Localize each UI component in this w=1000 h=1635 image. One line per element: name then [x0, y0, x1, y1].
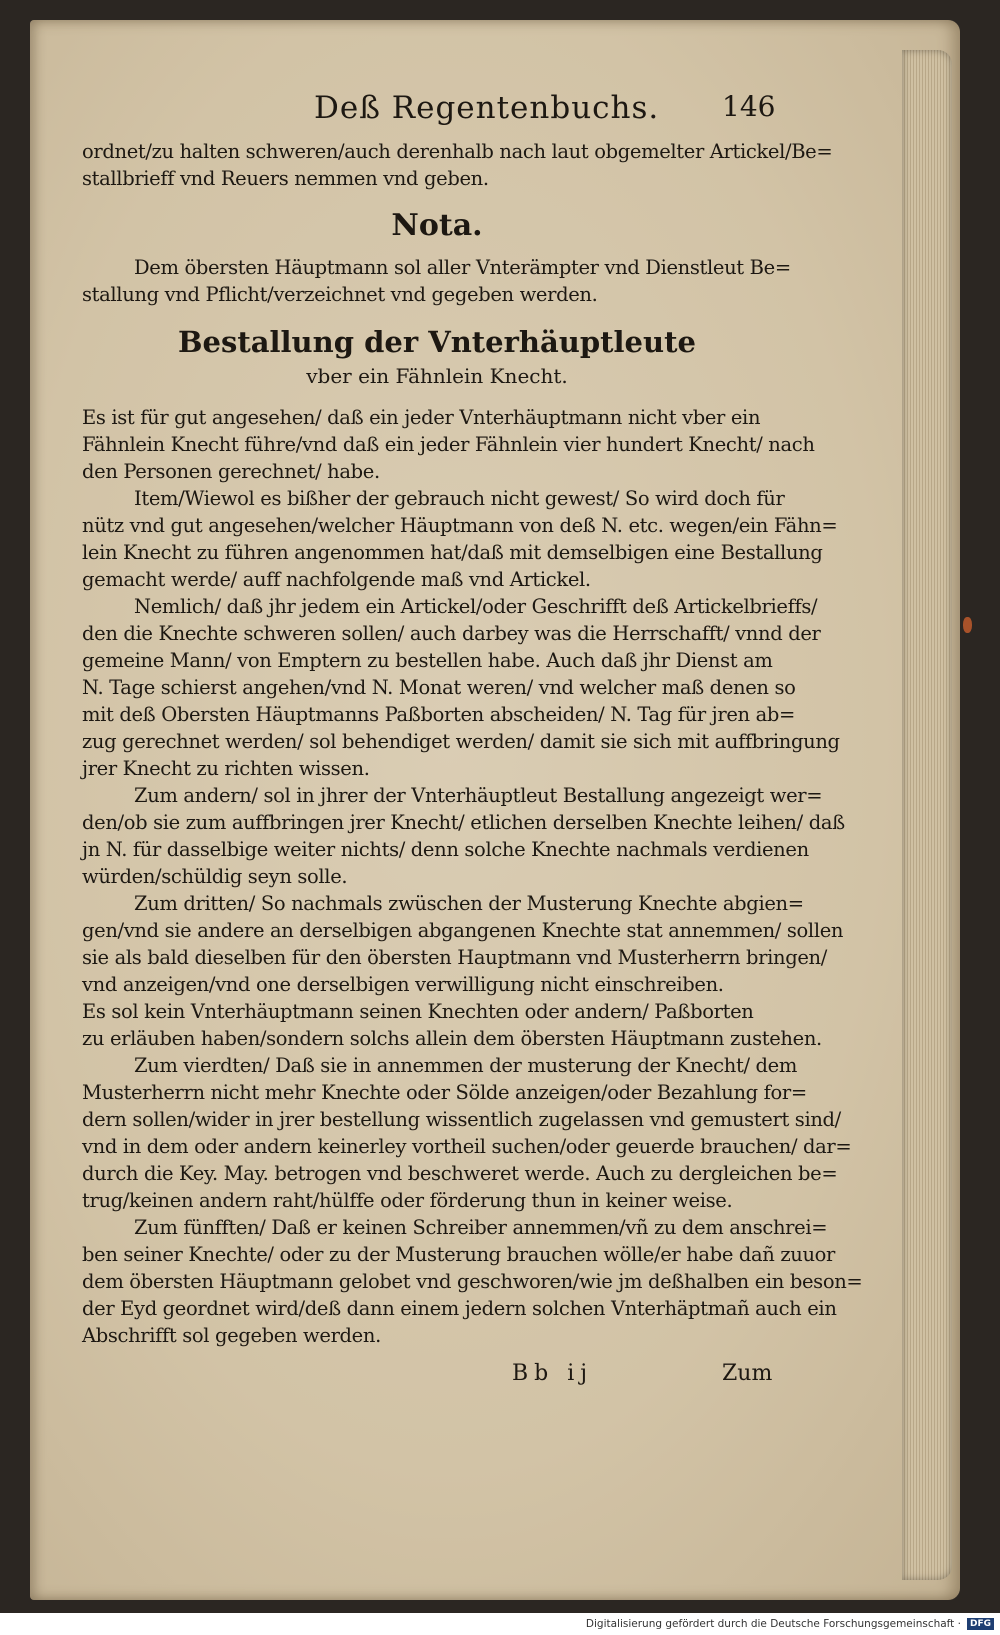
body-line: zu erläuben haben/sondern solchs allein dem öbersten Häuptmann zustehen.: [82, 1027, 822, 1050]
body-line: zug gerechnet werden/ sol behendiget werden/ damit sie sich mit auffbringung: [82, 730, 840, 753]
body-line: den die Knechte schweren sollen/ auch darbey was die Herrschafft/ vnnd der: [82, 622, 821, 645]
running-title: Deß Regentenbuchs.: [314, 90, 660, 126]
body-line: jrer Knecht zu richten wissen.: [82, 757, 370, 780]
body-line: vnd anzeigen/vnd one derselbigen verwilligung nicht einschreiben.: [82, 973, 724, 996]
body-line: jn N. für dasselbige weiter nichts/ denn solche Knechte nachmals verdienen: [82, 838, 809, 861]
nota-heading: Nota.: [391, 208, 483, 243]
body-line: Nemlich/ daß jhr jedem ein Artickel/oder Geschrifft deß Artickelbrieffs/: [134, 595, 818, 618]
nota-line: Dem öbersten Häuptmann sol aller Vnterämpter vnd Dienstleut Be=: [134, 256, 791, 279]
intro-line: stallbrieff vnd Reuers nemmen vnd geben.: [82, 167, 489, 190]
body-line: mit deß Obersten Häuptmanns Paßborten abscheiden/ N. Tag für jren ab=: [82, 703, 795, 726]
body-line: gen/vnd sie andere an derselbigen abgangenen Knechte stat annemmen/ sollen: [82, 919, 844, 942]
catchword: Zum: [722, 1361, 773, 1386]
body-line: Musterherrn nicht mehr Knechte oder Sölde anzeigen/oder Bezahlung for=: [82, 1081, 807, 1104]
running-head: [82, 80, 792, 138]
footer-bar: [0, 1613, 1000, 1635]
body-line: Fähnlein Knecht führe/vnd daß ein jeder Fähnlein vier hundert Knecht/ nach: [82, 433, 815, 456]
body-line: Es ist für gut angesehen/ daß ein jeder Vnterhäuptmann nicht vber ein: [82, 406, 761, 429]
body-line: Es sol kein Vnterhäuptmann seinen Knechten oder andern/ Paßborten: [82, 1000, 754, 1023]
body-line: nütz vnd gut angesehen/welcher Häuptmann von deß N. etc. wegen/ein Fähn=: [82, 514, 838, 537]
body-line: ben seiner Knechte/ oder zu der Musterung brauchen wölle/er habe dañ zuuor: [82, 1243, 836, 1266]
body-line: sie als bald dieselben für den öbersten Hauptmann vnd Musterherrn bringen/: [82, 946, 827, 969]
signature-row: [82, 1355, 792, 1395]
body-line: dem öbersten Häuptmann gelobet vnd geschworen/wie jm deßhalben ein beson=: [82, 1270, 863, 1293]
body-line: gemeine Mann/ von Emptern zu bestellen habe. Auch daß jhr Dienst am: [82, 649, 773, 672]
body-line: Zum vierdten/ Daß sie in annemmen der musterung der Knecht/ dem: [134, 1054, 797, 1077]
body-text: [82, 404, 863, 1349]
footer-credit: Digitalisierung gefördert durch die Deutsche Forschungsgemeinschaft ·: [585, 1618, 961, 1630]
body-line: würden/schüldig seyn solle.: [82, 865, 348, 888]
body-line: gemacht werde/ auff nachfolgende maß vnd Artickel.: [82, 568, 591, 591]
folio-number: 146: [722, 90, 776, 123]
body-line: Item/Wiewol es bißher der gebrauch nicht gewest/ So wird doch für: [134, 487, 785, 510]
body-line: den/ob sie zum auffbringen jrer Knecht/ etlichen derselben Knechte leihen/ daß: [82, 811, 845, 834]
body-line: den Personen gerechnet/ habe.: [82, 460, 380, 483]
intro-line: ordnet/zu halten schweren/auch derenhalb nach laut obgemelter Artickel/Be=: [82, 140, 833, 163]
section-subheading: vber ein Fähnlein Knecht.: [306, 364, 568, 388]
body-line: durch die Key. May. betrogen vnd beschweret werde. Auch zu dergleichen be=: [82, 1162, 838, 1185]
section-heading: Bestallung der Vnterhäuptleute: [178, 325, 696, 359]
paper-stain: [963, 617, 972, 633]
body-line: Zum andern/ sol in jhrer der Vnterhäuptleut Bestallung angezeigt wer=: [134, 784, 823, 807]
body-line: Zum dritten/ So nachmals zwüschen der Musterung Knechte abgien=: [134, 892, 804, 915]
page-fore-edge: [902, 50, 952, 1580]
body-line: der Eyd geordnet wird/deß dann einem jedern solchen Vnterhäptmañ auch ein: [82, 1297, 837, 1320]
body-line: dern sollen/wider in jrer bestellung wissentlich zugelassen vnd gemustert sind/: [82, 1108, 841, 1131]
text-block: [82, 80, 863, 1395]
body-line: Abschrifft sol gegeben werden.: [82, 1324, 381, 1347]
body-line: vnd in dem oder andern keinerley vortheil suchen/oder geuerde brauchen/ dar=: [82, 1135, 852, 1158]
signature-mark: Bb ij: [512, 1361, 594, 1386]
body-line: trug/keinen andern raht/hülffe oder förderung thun in keiner weise.: [82, 1189, 733, 1212]
body-line: lein Knecht zu führen angenommen hat/daß mit demselbigen eine Bestallung: [82, 541, 823, 564]
dfg-logo: DFG: [967, 1618, 994, 1630]
body-line: N. Tage schierst angehen/vnd N. Monat weren/ vnd welcher maß denen so: [82, 676, 796, 699]
nota-line: stallung vnd Pflicht/verzeichnet vnd gegeben werden.: [82, 283, 598, 306]
body-line: Zum fünfften/ Daß er keinen Schreiber annemmen/vñ zu dem anschrei=: [134, 1216, 828, 1239]
